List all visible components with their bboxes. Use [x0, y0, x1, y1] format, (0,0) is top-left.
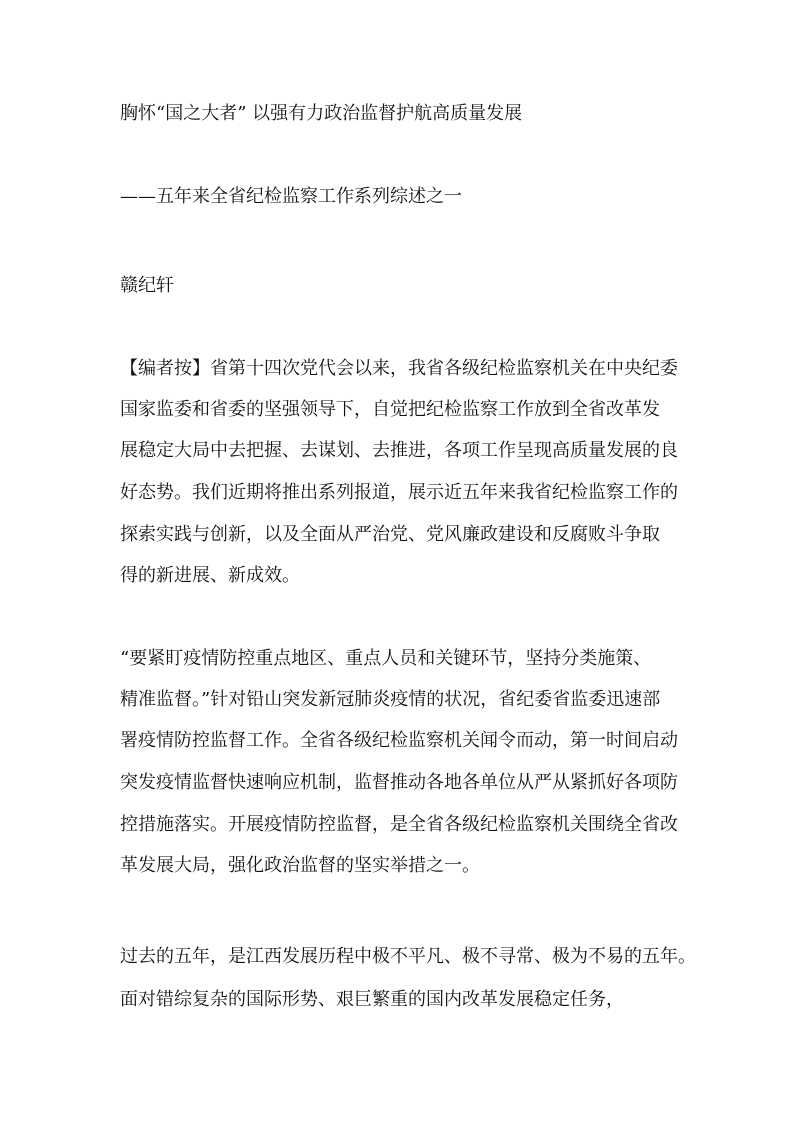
paragraph-line: 突发疫情监督快速响应机制，监督推动各地各单位从严从紧抓好各项防 [120, 772, 678, 793]
paragraph-line: 面对错综复杂的国际形势、艰巨繁重的国内改革发展稳定任务， [120, 989, 624, 1010]
editor-note-line: 探索实践与创新，以及全面从严治党、党风廉政建设和反腐败斗争取 [120, 524, 660, 545]
paragraph-line: 控措施落实。开展疫情防控监督，是全省各级纪检监察机关围绕全省改 [120, 814, 678, 835]
paragraph-line: 精准监督。”针对铅山突发新冠肺炎疫情的状况，省纪委省监委迅速部 [120, 689, 661, 710]
editor-note-line: 展稳定大局中去把握、去谋划、去推进，各项工作呈现高质量发展的良 [120, 440, 678, 461]
editor-note-line: 国家监委和省委的坚强领导下，自觉把纪检监察工作放到全省改革发 [120, 399, 660, 420]
editor-note-line: 【编者按】省第十四次党代会以来，我省各级纪检监察机关在中央纪委 [120, 358, 678, 379]
article-author: 赣纪轩 [120, 275, 174, 296]
paragraph-line: 署疫情防控监督工作。全省各级纪检监察机关闻令而动，第一时间启动 [120, 730, 678, 751]
article-subtitle: ——五年来全省纪检监察工作系列综述之一 [120, 186, 462, 207]
editor-note-line: 得的新进展、新成效。 [120, 565, 300, 586]
paragraph-line: 过去的五年，是江西发展历程中极不平凡、极不寻常、极为不易的五年。 [120, 946, 696, 967]
paragraph-line: “要紧盯疫情防控重点地区、重点人员和关键环节，坚持分类施策、 [120, 648, 652, 669]
editor-note-line: 好态势。我们近期将推出系列报道，展示近五年来我省纪检监察工作的 [120, 482, 678, 503]
paragraph-line: 革发展大局，强化政治监督的坚实举措之一。 [120, 855, 480, 876]
article-title: 胸怀“国之大者” 以强有力政治监督护航高质量发展 [120, 103, 523, 124]
